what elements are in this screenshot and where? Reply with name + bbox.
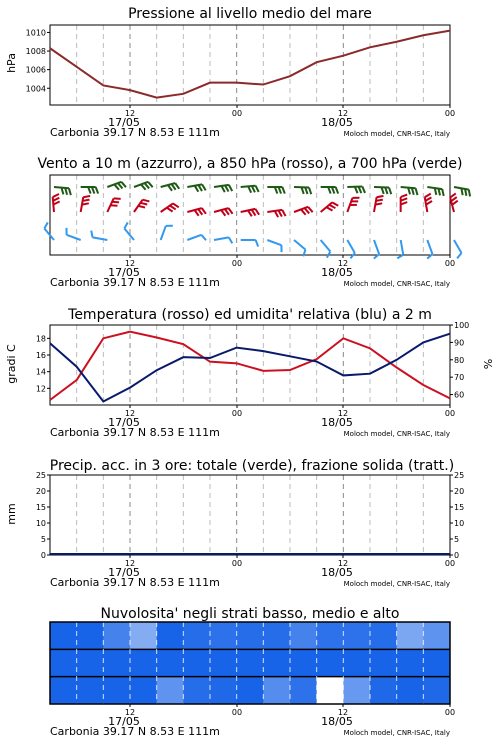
cloud-cell: [130, 677, 157, 705]
wind-barb: [401, 195, 408, 212]
x-tick-label: 12: [124, 708, 136, 717]
barb-flag: [355, 187, 358, 193]
wind-barb: [294, 240, 305, 256]
wind-barb: [374, 196, 383, 212]
cloud-cell: [317, 622, 344, 650]
barb-flag: [124, 222, 127, 228]
barb-shaft: [427, 240, 432, 254]
x-tick-label: 12: [124, 409, 136, 418]
barb-flag: [401, 195, 408, 197]
cloud-cell: [370, 677, 397, 705]
x-tick-label: 00: [231, 409, 243, 418]
barb-flag: [256, 186, 259, 192]
x-tick-label: 12: [124, 559, 136, 568]
barb-flag: [359, 187, 362, 193]
wind-barb: [161, 203, 179, 212]
barb-flag: [228, 208, 232, 214]
barb-flag: [143, 200, 150, 202]
barb-flag: [83, 196, 90, 197]
x-tick-label: 00: [231, 708, 243, 717]
x-tick-label: 12: [124, 109, 136, 118]
barb-flag: [301, 209, 306, 214]
barb-flag: [425, 194, 431, 198]
barb-shaft: [44, 229, 54, 240]
wind-barb: [134, 182, 153, 190]
y-tick-label-right: 5: [454, 535, 460, 544]
wind-barb: [267, 187, 284, 194]
wind-barb: [321, 202, 339, 212]
wind-barb: [427, 240, 432, 259]
barb-flag: [426, 201, 432, 205]
wind-barb: [107, 182, 126, 190]
cloud-cell: [237, 622, 264, 650]
y-tick-label-right: 25: [454, 471, 465, 480]
cloud-cell: [50, 677, 77, 705]
humidity-ylabel: %: [482, 358, 495, 370]
y-tick-label: 1008: [25, 47, 46, 57]
wind-barb: [321, 187, 338, 194]
y-tick-label: 20: [35, 487, 46, 496]
cloud-cell: [77, 622, 104, 650]
barb-flag: [96, 187, 98, 194]
wind-barb: [454, 187, 470, 196]
y-tick-label: 16: [35, 351, 46, 360]
cloud-cell: [237, 677, 264, 705]
barb-flag: [53, 198, 59, 201]
wind-barb: [54, 187, 71, 195]
barb-flag: [309, 188, 311, 195]
barb-flag: [336, 187, 338, 194]
barb-shaft: [454, 240, 462, 253]
y-tick-label-right: 60: [454, 390, 465, 400]
cloud-cell: [370, 649, 397, 677]
day-label: 18/05: [321, 715, 353, 728]
barb-flag: [461, 188, 462, 195]
barb-flag: [140, 203, 147, 205]
barb-flag: [173, 203, 179, 207]
wind-barb: [161, 183, 180, 191]
wind-barb: [347, 240, 355, 258]
wind-barb: [81, 196, 90, 212]
y-tick-label: 10: [35, 519, 46, 528]
cloud-cell: [397, 649, 424, 677]
cloud-cell: [290, 677, 317, 705]
barb-flag: [305, 208, 310, 213]
day-label: 17/05: [108, 715, 140, 728]
barb-flag: [201, 235, 206, 240]
x-tick-label: 00: [231, 559, 243, 568]
wind-barb: [187, 184, 205, 191]
y-tick-label-right: 90: [454, 338, 465, 348]
barb-flag: [167, 208, 173, 212]
barb-flag: [198, 185, 202, 191]
barb-flag: [425, 197, 431, 201]
barb-flag: [248, 186, 251, 192]
wind-barb: [53, 194, 60, 212]
y-tick-label: 15: [35, 503, 46, 512]
wind-barb: [374, 187, 391, 194]
wind-barb: [241, 240, 258, 247]
cloud-cell: [77, 677, 104, 705]
barb-flag: [44, 222, 47, 228]
x-tick-label: 00: [231, 109, 243, 118]
temperature-ylabel: gradi C: [5, 344, 18, 384]
barb-flag: [465, 189, 466, 196]
cloud-cell: [263, 622, 290, 650]
barb-flag: [469, 190, 470, 197]
day-label: 17/05: [108, 416, 140, 429]
barb-shaft: [374, 240, 379, 254]
cloud-cell: [263, 677, 290, 705]
wind-barb: [107, 198, 120, 212]
source-label: Moloch model, CNR-ISAC, Italy: [343, 280, 450, 288]
y-tick-label-right: 80: [454, 355, 465, 365]
y-tick-label-right: 70: [454, 373, 465, 383]
barb-shaft: [267, 240, 281, 245]
barb-flag: [195, 210, 199, 216]
cloud-cell: [317, 649, 344, 677]
wind-barb: [66, 228, 80, 240]
y-tick-label: 18: [35, 334, 46, 344]
barb-flag: [111, 205, 118, 206]
location-label: Carbonia 39.17 N 8.53 E 111m: [50, 276, 220, 289]
wind-barb: [91, 231, 107, 240]
cloud-cell: [130, 622, 157, 650]
cloud-cell: [103, 622, 130, 650]
y-tick-label: 1006: [25, 65, 46, 75]
barb-flag: [114, 184, 119, 189]
barb-flag: [145, 183, 150, 188]
y-tick-label: 14: [35, 367, 46, 377]
barb-flag: [172, 184, 176, 190]
barb-flag: [53, 194, 59, 197]
barb-flag: [221, 186, 224, 192]
barb-flag: [229, 237, 233, 243]
x-tick-label: 12: [124, 259, 136, 268]
cloud-cell: [397, 677, 424, 705]
barb-flag: [389, 188, 391, 195]
cloud-cell: [290, 622, 317, 650]
barb-shaft: [321, 240, 331, 251]
barb-flag: [138, 206, 145, 208]
wind-barb: [187, 208, 206, 216]
x-tick-label: 00: [444, 708, 456, 717]
y-tick-label-right: 10: [454, 519, 465, 528]
barb-flag: [170, 206, 176, 210]
barb-flag: [148, 182, 153, 187]
barb-shaft: [214, 237, 229, 240]
barb-flag: [141, 184, 146, 189]
wind-barb: [214, 185, 232, 192]
y-tick-label-right: 0: [454, 551, 460, 560]
barb-flag: [282, 187, 284, 194]
barb-flag: [112, 202, 119, 203]
temperature-line: [50, 332, 450, 400]
wind-barb: [267, 240, 281, 252]
x-tick-label: 12: [337, 559, 349, 568]
wind-barb: [347, 186, 365, 193]
y-tick-label: 1010: [25, 28, 46, 38]
y-tick-label-right: 15: [454, 503, 465, 512]
x-tick-label: 12: [337, 409, 349, 418]
barb-flag: [362, 186, 365, 192]
barb-shaft: [294, 240, 305, 250]
cloud-cell: [103, 649, 130, 677]
wind-barb: [241, 186, 259, 193]
barb-flag: [82, 203, 89, 204]
barb-flag: [252, 186, 255, 192]
location-label: Carbonia 39.17 N 8.53 E 111m: [50, 426, 220, 439]
y-tick-label-right: 20: [454, 487, 465, 496]
barb-flag: [248, 210, 252, 216]
wind-barb: [294, 207, 313, 215]
cloud-cell: [210, 649, 237, 677]
barb-flag: [198, 209, 202, 215]
barb-flag: [195, 186, 199, 192]
day-label: 18/05: [321, 416, 353, 429]
barb-flag: [225, 209, 229, 215]
barb-flag: [256, 240, 258, 247]
temperature-title: Temperatura (rosso) ed umidita' relativa (blu) a 2 m: [68, 307, 432, 323]
location-label: Carbonia 39.17 N 8.53 E 111m: [50, 725, 220, 738]
barb-flag: [202, 184, 206, 190]
barb-flag: [83, 200, 90, 201]
barb-flag: [91, 231, 92, 238]
barb-flag: [442, 189, 444, 196]
wind-title: Vento a 10 m (azzurro), a 850 hPa (rosso), a 700 hPa (verde): [37, 156, 463, 172]
wind-barb: [187, 235, 206, 240]
cloud-cell: [183, 622, 210, 650]
wind-barb: [44, 222, 54, 240]
barb-flag: [350, 253, 354, 258]
cloud-cell: [263, 649, 290, 677]
cloud-cell: [343, 677, 370, 705]
cloud-cell: [103, 677, 130, 705]
cloud-cell: [50, 649, 77, 677]
cloud-cell: [210, 677, 237, 705]
barb-flag: [175, 183, 179, 189]
barb-flag: [282, 210, 285, 216]
barb-shaft: [161, 226, 166, 240]
barb-shaft: [187, 235, 201, 240]
plot-frame: [50, 475, 450, 555]
y-tick-label: 1004: [25, 84, 46, 94]
location-label: Carbonia 39.17 N 8.53 E 111m: [50, 576, 220, 589]
barb-flag: [255, 209, 259, 215]
wind-barb: [454, 240, 462, 258]
wind-barb: [267, 210, 285, 217]
source-label: Moloch model, CNR-ISAC, Italy: [343, 430, 450, 438]
wind-barb: [425, 194, 432, 212]
cloud-cell: [423, 649, 450, 677]
wind-barb: [214, 237, 232, 243]
barb-shaft: [347, 240, 355, 253]
cloud-cell: [210, 622, 237, 650]
wind-barb: [450, 193, 458, 212]
barb-flag: [278, 210, 281, 216]
y-tick-label: 5: [40, 535, 46, 544]
barb-flag: [275, 211, 278, 217]
x-tick-label: 00: [444, 259, 456, 268]
cloud-cell: [77, 649, 104, 677]
cloud-cell: [290, 649, 317, 677]
barb-flag: [114, 198, 121, 199]
y-tick-label: 12: [35, 384, 46, 394]
cloud-cell: [157, 649, 184, 677]
barb-flag: [451, 197, 457, 201]
cloud-cell: [343, 622, 370, 650]
wind-barb: [347, 198, 359, 212]
x-tick-label: 12: [337, 259, 349, 268]
wind-barb: [81, 187, 98, 194]
day-label: 17/05: [108, 266, 140, 279]
barb-flag: [121, 182, 126, 187]
barb-flag: [450, 193, 456, 197]
source-label: Moloch model, CNR-ISAC, Italy: [343, 729, 450, 737]
day-label: 17/05: [108, 566, 140, 579]
barb-flag: [416, 188, 418, 195]
barb-flag: [377, 196, 384, 197]
cloud-cell: [343, 649, 370, 677]
y-tick-label-right: 100: [454, 321, 470, 330]
precipitation-ylabel: mm: [5, 503, 18, 525]
barb-flag: [308, 207, 313, 212]
cloud-cell: [397, 622, 424, 650]
barb-flag: [221, 210, 225, 216]
wind-barb: [397, 240, 403, 258]
wind-barb: [124, 222, 134, 240]
barb-shaft: [124, 229, 134, 240]
location-label: Carbonia 39.17 N 8.53 E 111m: [50, 126, 220, 139]
barb-flag: [118, 183, 123, 188]
y-tick-label: 0: [40, 551, 46, 560]
x-tick-label: 12: [337, 708, 349, 717]
x-tick-label: 00: [444, 409, 456, 418]
day-label: 18/05: [321, 116, 353, 129]
barb-flag: [53, 201, 59, 204]
barb-flag: [168, 185, 172, 191]
barb-flag: [376, 200, 383, 201]
cloud-cell: [183, 649, 210, 677]
barb-shaft: [67, 235, 81, 240]
wind-barb: [134, 200, 149, 212]
wind-barb: [294, 187, 311, 194]
barb-flag: [69, 188, 71, 195]
barb-shaft: [93, 237, 108, 240]
wind-barb: [374, 240, 379, 259]
barb-flag: [329, 205, 335, 208]
cloud-cell: [157, 677, 184, 705]
wind-barb: [401, 187, 418, 195]
precipitation-title: Precip. acc. in 3 ore: totale (verde), frazione solida (tratt.): [49, 458, 455, 474]
barb-flag: [252, 210, 256, 216]
pressure-title: Pressione al livello medio del mare: [128, 6, 372, 22]
barb-flag: [375, 203, 382, 204]
day-label: 18/05: [321, 566, 353, 579]
pressure-ylabel: hPa: [5, 53, 18, 73]
cloud-title: Nuvolosita' negli strati basso, medio e alto: [100, 606, 400, 622]
wind-barb: [161, 226, 173, 240]
pressure-line: [50, 31, 450, 98]
x-tick-label: 00: [444, 559, 456, 568]
cloud-cell: [130, 649, 157, 677]
cloud-cell: [370, 622, 397, 650]
cloud-cell: [423, 622, 450, 650]
barb-flag: [229, 185, 232, 191]
plot-frame: [50, 25, 450, 105]
cloud-cell: [50, 622, 77, 650]
source-label: Moloch model, CNR-ISAC, Italy: [343, 130, 450, 138]
barb-shaft: [401, 240, 404, 255]
wind-barb: [241, 209, 259, 216]
day-label: 17/05: [108, 116, 140, 129]
barb-flag: [326, 207, 332, 210]
source-label: Moloch model, CNR-ISAC, Italy: [343, 580, 450, 588]
cloud-cell: [423, 677, 450, 705]
x-tick-label: 00: [444, 109, 456, 118]
cloud-cell: [317, 677, 344, 705]
barb-flag: [452, 201, 458, 205]
day-label: 18/05: [321, 266, 353, 279]
cloud-cell: [237, 649, 264, 677]
barb-flag: [457, 253, 461, 258]
barb-flag: [202, 208, 206, 214]
x-tick-label: 00: [231, 259, 243, 268]
barb-flag: [225, 185, 228, 191]
y-tick-label: 25: [35, 471, 46, 480]
barb-flag: [332, 202, 338, 205]
cloud-cell: [183, 677, 210, 705]
wind-barb: [214, 208, 233, 216]
x-tick-label: 12: [337, 109, 349, 118]
cloud-cell: [157, 622, 184, 650]
